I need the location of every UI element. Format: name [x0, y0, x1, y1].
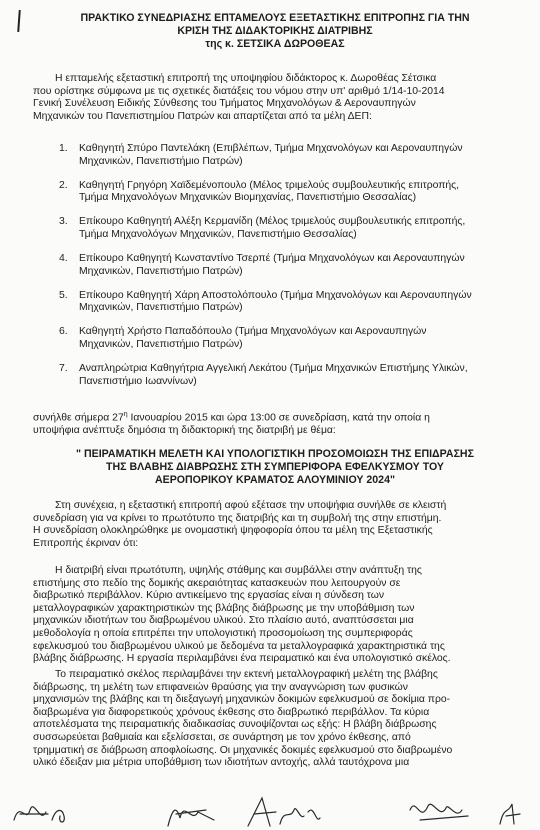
intro-line: Μηχανικών του Πανεπιστημίου Πατρών και απαρτίζεται από τα μέλη ΔΕΠ: [33, 110, 372, 122]
experimental-line: αποτελέσματα της πειραματικής διαδικασίας συνοψίζονται ως εξής: Η βλάβη διάβρωσης [33, 719, 437, 731]
assessment-line: μεταλλογραφικών χαρακτηριστικών της βλάβης διάβρωσης με την υποβάθμιση των [33, 602, 415, 614]
experimental-line: υλικό έδειξαν μια μέτρια υποβάθμιση των ιδιοτήτων αντοχής, αλλά ταυτόχρονα μια [33, 757, 410, 769]
member-number: 3. [59, 216, 68, 228]
committee-member [33, 290, 523, 315]
member-line: Επίκουρο Καθηγητή Χάρη Αποστολόπουλο (Τμήμα Μηχανολόγων και Αεροναυπηγών [79, 289, 472, 301]
session-line: Στη συνέχεια, η εξεταστική επιτροπή αφού εξέτασε την υποψήφια συνήλθε σε κλειστή [55, 500, 447, 511]
intro-line: Η επταμελής εξεταστική επιτροπή της υποψηφίου διδάκτορος κ. Δωροθέας Σέτσικα [55, 73, 437, 84]
member-number: 6. [59, 326, 68, 338]
member-number: 2. [59, 179, 68, 191]
title-line-3: της κ. ΣΕΤΣΙΚΑ ΔΩΡΟΘΕΑΣ [205, 38, 345, 50]
member-line: Μηχανικών, Πανεπιστήμιο Πατρών) [79, 339, 243, 351]
signature-3 [248, 798, 320, 826]
member-line: Πανεπιστήμιο Ιωαννίνων) [79, 375, 197, 387]
session-line: Επιτροπής έκριναν ότι: [33, 537, 139, 549]
ordinal-suffix: η [123, 411, 128, 418]
session-line: Η συνεδρίαση ολοκληρώθηκε με ονομαστική ψηφοφορία όπου τα μέλη της Εξεταστικής [33, 525, 433, 537]
assessment-line: διαβρωτικό περιβάλλον. Κύριο αντικείμενο της εργασίας είναι η σύνδεση των [33, 590, 385, 602]
member-number: 1. [59, 143, 68, 154]
member-line: Μηχανικών, Πανεπιστήμιο Πατρών) [79, 302, 243, 314]
thesis-title-line: " ΠΕΙΡΑΜΑΤΙΚΗ ΜΕΛΕΤΗ ΚΑΙ ΥΠΟΛΟΓΙΣΤΙΚΗ ΠΡΟΣΟΜΟΙΩΣΗ ΤΗΣ ΕΠΙΔΡΑΣΗΣ [76, 448, 474, 460]
document-title [40, 12, 510, 51]
member-number: 4. [59, 253, 68, 265]
meeting-paragraph [33, 409, 520, 438]
member-line: Μηχανικών, Πανεπιστήμιο Πατρών) [79, 265, 243, 277]
experimental-line: διάβρωσης, τη μελέτη των επιφανειών θραύσης για την αναγνώριση των φυσικών [33, 681, 408, 693]
member-line: Καθηγητή Χρήστο Παπαδόπουλο (Τμήμα Μηχανολόγων και Αεροναυπηγών [79, 326, 427, 338]
member-number: 5. [59, 289, 68, 301]
assessment-line: Η διατριβή είναι πρωτότυπη, υψηλής στάθμης και συμβάλλει στην ανάπτυξη της [55, 565, 422, 576]
committee-member [33, 326, 523, 351]
experimental-line: συσσωρεύεται βαθμιαία και εξελίσσεται, σε συνάρτηση με τον χρόνο έκθεσης, από [33, 731, 411, 743]
committee-member [33, 180, 523, 205]
committee-member [33, 253, 523, 278]
session-line: συνεδρίαση για να κρίνει το πρωτότυπο της διατριβής και τη συμβολή της στην επιστήμη. [33, 512, 442, 524]
experimental-line: Το πειραματικό σκέλος περιλαμβάνει την εκτενή μεταλλογραφική μελέτη της βλάβης [55, 669, 438, 680]
assessment-line: εφελκυσμού του διαβρωμένου υλικού με δεδομένα τα μεταλλογραφικά χαρακτηριστικά της [33, 640, 445, 652]
meeting-date-suffix: Ιανουαρίου 2015 και ώρα 13:00 σε συνεδρίαση, κατά την οποία η [127, 412, 430, 424]
title-line-2: ΚΡΙΣΗ ΤΗΣ ΔΙΔΑΚΤΟΡΙΚΗΣ ΔΙΑΤΡΙΒΗΣ [177, 25, 373, 37]
signature-5 [500, 804, 520, 824]
member-number: 7. [59, 363, 68, 375]
signatures-strip [0, 790, 540, 830]
meeting-line: υποψήφια ανέπτυξε δημόσια τη διδακτορική της διατριβή με θέμα: [33, 425, 336, 437]
signature-1 [14, 807, 64, 822]
meeting-line [33, 409, 520, 425]
intro-line: που ορίστηκε σύμφωνα με τις σχετικές διατάξεις του νόμου στην υπ' αριθμό 1/14-10-2014 [33, 85, 445, 97]
committee-members-list [33, 143, 523, 400]
member-line: Μηχανικών, Πανεπιστήμιο Πατρών) [79, 155, 243, 167]
committee-member [33, 216, 523, 241]
member-line: Τμήμα Μηχανολόγων Μηχανικών, Πανεπιστήμιο Θεσσαλίας) [79, 228, 357, 240]
experimental-line: διαβρωμένα για διαφορετικούς χρόνους έκθεσης στο διαβρωτικό περιβάλλον. Τα κύρια [33, 706, 430, 718]
experimental-line: τρημματική σε διάβρωση αποφλοίωσης. Οι μηχανικές δοκιμές εφελκυσμού στο διαβρωμένο [33, 744, 453, 756]
member-line: Επίκουρο Καθηγητή Αλέξη Κερμανίδη (Μέλος τριμελούς συμβουλευτικής επιτροπής, [79, 216, 466, 228]
thesis-title [40, 448, 510, 487]
assessment-paragraph [33, 565, 520, 666]
member-line: Καθηγητή Γρηγόρη Χαϊδεμένοπουλο (Μέλος τριμελούς συμβουλευτικής επιτροπής, [79, 179, 460, 191]
member-line: Επίκουρο Καθηγητή Κωνσταντίνο Τσερπέ (Τμήμα Μηχανολόγων και Αεροναυπηγών [79, 253, 465, 265]
assessment-line: μεθοδολογία η οποία επιτρέπει την υπολογιστική προσομοίωση της συμπεριφοράς [33, 627, 413, 639]
committee-member [33, 143, 523, 168]
session-paragraph [33, 500, 520, 550]
signature-2 [168, 810, 214, 826]
intro-paragraph [33, 73, 520, 123]
assessment-line: επιστήμης στο πεδίο της δομικής ακεραιότητας κατασκευών που λειτουργούν σε [33, 577, 401, 589]
intro-line: Γενική Συνέλευση Ειδικής Σύνθεσης του Τμήματος Μηχανολόγων & Αεροναυπηγών [33, 98, 416, 110]
committee-member [33, 363, 523, 388]
member-line: Αναπληρώτρια Καθηγήτρια Αγγελική Λεκάτου (Τμήμα Μηχανικών Επιστήμης Υλικών, [79, 363, 468, 375]
title-line-1: ΠΡΑΚΤΙΚΟ ΣΥΝΕΔΡΙΑΣΗΣ ΕΠΤΑΜΕΛΟΥΣ ΕΞΕΤΑΣΤΙΚΗΣ ΕΠΙΤΡΟΠΗΣ ΓΙΑ ΤΗΝ [80, 12, 470, 24]
assessment-line: μηχανικών ιδιοτήτων του διαβρωμένου υλικού. Στο πλαίσιο αυτό, αναπτύσσεται μια [33, 615, 414, 627]
member-line: Καθηγητή Σπύρο Παντελάκη (Επιβλέπων, Τμήμα Μηχανολόγων και Αεροναυπηγών [79, 143, 463, 154]
experimental-paragraph [33, 669, 520, 770]
experimental-line: μηχανισμών της βλάβης και τη διεξαγωγή μηχανικών δοκιμών εφελκυσμού σε δοκίμια προ- [33, 694, 451, 706]
member-line: Τμήμα Μηχανολόγων Μηχανικών Βιομηχανίας, Πανεπιστήμιο Θεσσαλίας) [79, 192, 417, 204]
assessment-line: βλάβης διάβρωσης. Η εργασία περιλαμβάνει ένα πειραματικό και ένα υπολογιστικό σκέλος. [33, 653, 451, 665]
thesis-title-line: ΑΕΡΟΠΟΡΙΚΟΥ ΚΡΑΜΑΤΟΣ ΑΛΟΥΜΙΝΙΟΥ 2024" [155, 474, 395, 486]
margin-mark [17, 10, 21, 32]
meeting-date-prefix: συνήλθε σήμερα 27 [33, 412, 124, 424]
thesis-title-line: ΤΗΣ ΒΛΑΒΗΣ ΔΙΑΒΡΩΣΗΣ ΣΤΗ ΣΥΜΠΕΡΙΦΟΡΑ ΕΦΕΛΚΥΣΜΟΥ ΤΟΥ [106, 461, 444, 473]
signature-4 [410, 804, 468, 820]
